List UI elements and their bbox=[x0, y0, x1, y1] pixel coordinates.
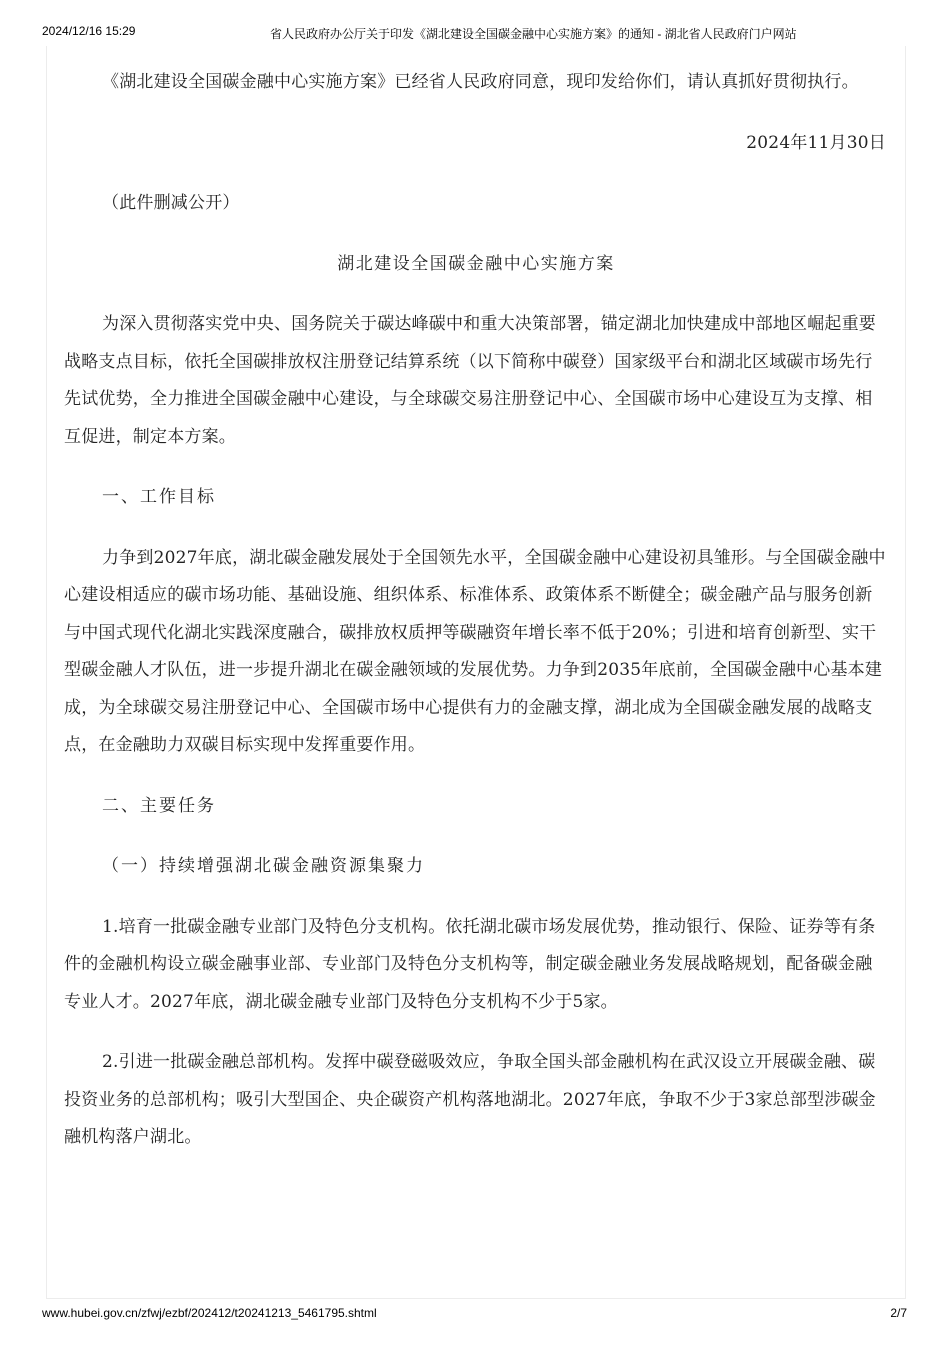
preamble-paragraph: 为深入贯彻落实党中央、国务院关于碳达峰碳中和重大决策部署，锚定湖北加快建成中部地区崛起重要战略支点目标，依托全国碳排放权注册登记结算系统（以下简称中碳登）国家级平台和湖北区域碳市场先行先试优势，全力推进全国碳金融中心建设，与全球碳交易注册登记中心、全国碳市场中心建设互为支撑、相互促进，制定本方案。 bbox=[64, 314, 876, 447]
document-body bbox=[64, 64, 888, 1157]
disclosure-note: （此件删减公开） bbox=[102, 193, 240, 213]
page-number: 2/7 bbox=[890, 1306, 907, 1320]
task-item-2: 2.引进一批碳金融总部机构。发挥中碳登磁吸效应，争取全国头部金融机构在武汉设立开展碳金融、碳投资业务的总部机构；吸引大型国企、央企碳资产机构落地湖北。2027年底，争取不少于3家总部型涉碳金融机构落户湖北。 bbox=[64, 1052, 876, 1147]
issue-date: 2024年11月30日 bbox=[746, 132, 886, 153]
section-heading-tasks: 二、主要任务 bbox=[102, 795, 216, 816]
plan-title: 湖北建设全国碳金融中心实施方案 bbox=[337, 253, 615, 274]
task-item-1: 1.培育一批碳金融专业部门及特色分支机构。依托湖北碳市场发展优势，推动银行、保险、证券等有条件的金融机构设立碳金融事业部、专业部门及特色分支机构等，制定碳金融业务发展战略规划，配备碳金融专业人才。2027年底，湖北碳金融专业部门及特色分支机构不少于5家。 bbox=[64, 916, 876, 1012]
print-page-url: www.hubei.gov.cn/zfwj/ezbf/202412/t20241213_5461795.shtml bbox=[42, 1306, 377, 1320]
print-datetime: 2024/12/16 15:29 bbox=[42, 24, 136, 38]
section-heading-goals: 一、工作目标 bbox=[102, 487, 216, 507]
goals-paragraph: 力争到2027年底，湖北碳金融发展处于全国领先水平，全国碳金融中心建设初具雏形。与全国碳金融中心建设相适应的碳市场功能、基础设施、组织体系、标准体系、政策体系不断健全；碳金融产品与服务创新与中国式现代化湖北实践深度融合，碳排放权质押等碳融资年增长率不低于20%；引进和培育创新型、实干型碳金融人才队伍，进一步提升湖北在碳金融领域的发展优势。力争到2035年底前，全国碳金融中心基本建成，为全球碳交易注册登记中心、全国碳市场中心提供有力的金融支撑，湖北成为全国碳金融发展的战略支点，在金融助力双碳目标实现中发挥重要作用。 bbox=[64, 547, 886, 755]
print-page-title: 省人民政府办公厅关于印发《湖北建设全国碳金融中心实施方案》的通知 - 湖北省人民政府门户网站 bbox=[270, 27, 797, 41]
subsection-heading-1: （一）持续增强湖北碳金融资源集聚力 bbox=[102, 856, 425, 876]
intro-paragraph: 《湖北建设全国碳金融中心实施方案》已经省人民政府同意，现印发给你们，请认真抓好贯彻执行。 bbox=[102, 72, 859, 92]
